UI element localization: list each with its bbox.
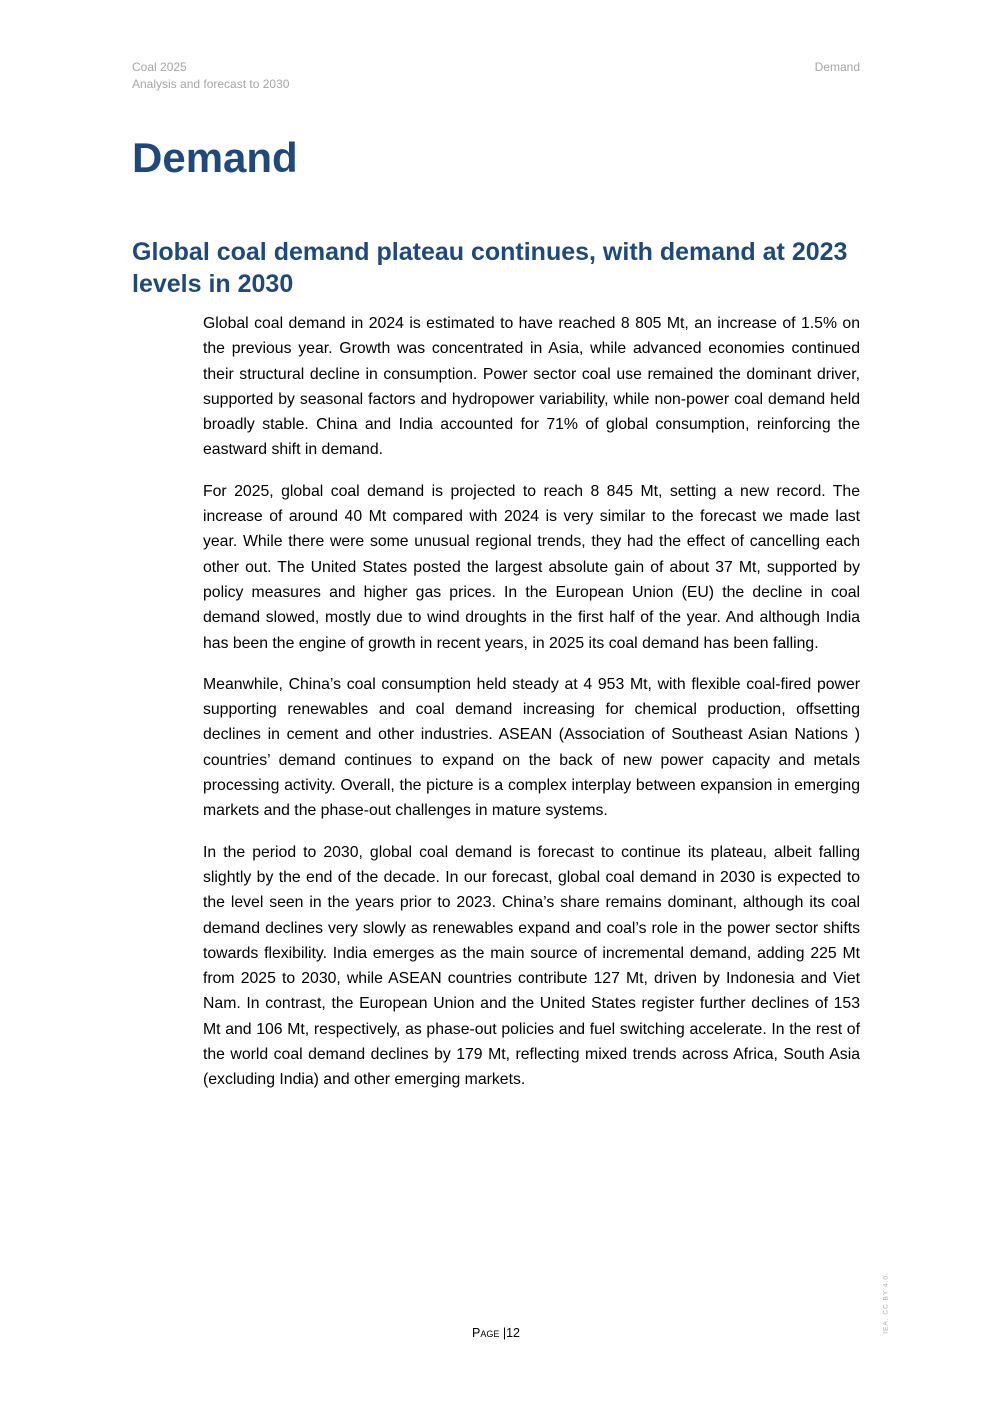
paragraph-2: For 2025, global coal demand is projected to reach 8 845 Mt, setting a new record. The increase of around 40 Mt compared with 2024 is very similar to the forecast we made last year. While there were some unusual regional trends, they had the effect of cancelling each other out. The United States posted the largest absolute gain of about 37 Mt, supported by policy measures and higher gas prices. In the European Union (EU) the decline in coal demand slowed, mostly due to wind droughts in the first half of the year. And although India has been the engine of growth in recent years, in 2025 its coal demand has been falling. (203, 482, 860, 652)
paragraph-3: Meanwhile, China’s coal consumption held steady at 4 953 Mt, with flexible coal-fired power supporting renewables and coal demand increasing for chemical production, offsetting declines in cement and other industries. ASEAN (Association of Southeast Asian Nations ) countries’ demand continues to expand on the back of new power capacity and metals processing activity. Overall, the picture is a complex interplay between expansion in emerging markets and the phase-out challenges in mature systems. (203, 675, 860, 820)
page-title: Demand (132, 134, 298, 181)
page-footer (0, 1326, 992, 1340)
running-header-left (132, 59, 289, 93)
section-heading: Global coal demand plateau continues, with demand at 2023 levels in 2030 (132, 238, 848, 298)
report-title: Coal 2025 (132, 60, 187, 74)
body-text (203, 311, 860, 1109)
paragraph-4: In the period to 2030, global coal demand is forecast to continue its plateau, albeit falling slightly by the end of the decade. In our forecast, global coal demand in 2030 is expected to the level seen in the years prior to 2023. China’s share remains dominant, although its coal demand declines very slowly as renewables expand and coal’s role in the power sector shifts towards flexibility. India emerges as the main source of incremental demand, adding 225 Mt from 2025 to 2030, while ASEAN countries contribute 127 Mt, driven by Indonesia and Viet Nam. In contrast, the European Union and the United States register further declines of 153 Mt and 106 Mt, respectively, as phase-out policies and fuel switching accelerate. In the rest of the world coal demand declines by 179 Mt, reflecting mixed trends across Africa, South Asia (excluding India) and other emerging markets. (203, 843, 860, 1089)
paragraph-1: Global coal demand in 2024 is estimated to have reached 8 805 Mt, an increase of 1.5% on the previous year. Growth was concentrated in Asia, while advanced economies continued their structural decline in consumption. Power sector coal use remained the dominant driver, supported by seasonal factors and hydropower variability, while non-power coal demand held broadly stable. China and India accounted for 71% of global consumption, reinforcing the eastward shift in demand. (203, 315, 860, 459)
page-separator: | (502, 1326, 507, 1340)
running-header-section: Demand (814, 60, 860, 74)
license-notice: IEA. CC BY 4.0. (882, 1272, 890, 1334)
page-number: 12 (506, 1326, 520, 1340)
report-subtitle: Analysis and forecast to 2030 (132, 77, 290, 91)
page-label: Page (472, 1326, 500, 1340)
